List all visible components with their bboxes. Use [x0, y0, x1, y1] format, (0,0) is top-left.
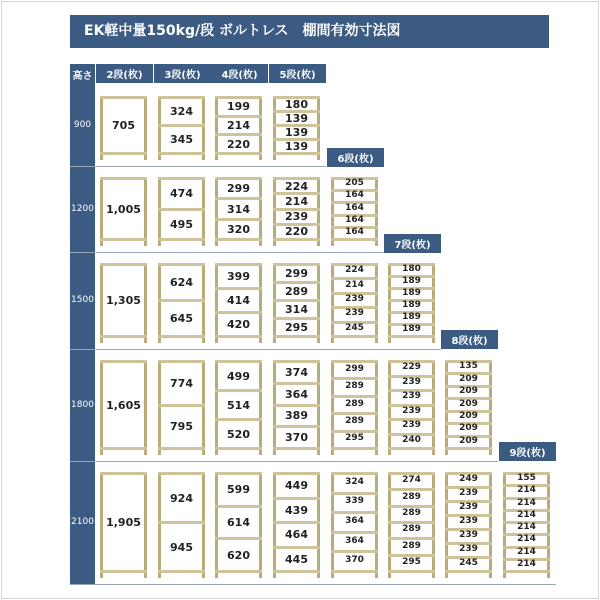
- shelf-clearance-value: 224: [345, 265, 364, 276]
- shelf-plank: [331, 570, 378, 573]
- shelf-plank: [215, 133, 262, 136]
- shelf-plank: [158, 360, 205, 363]
- page-title: EK軽中量150kg/段 ボルトレス 棚間有効寸法図: [70, 15, 549, 48]
- shelf-clearance-value: 439: [285, 503, 308, 517]
- shelf-clearance-value: 239: [285, 210, 308, 224]
- shelf-clearance-value: 345: [170, 133, 193, 146]
- height-header: 高さ: [70, 64, 95, 85]
- shelf-plank: [215, 311, 262, 314]
- column-header-2dan: 2段(枚): [96, 64, 153, 83]
- shelf-clearance-value: 414: [227, 294, 250, 307]
- shelf-plank: [445, 447, 492, 450]
- shelf-clearance-value: 239: [459, 516, 478, 526]
- shelf-plank: [158, 404, 205, 407]
- shelf-clearance-value: 495: [170, 217, 193, 231]
- shelf-plank: [331, 472, 378, 475]
- shelf-clearance-value: 164: [345, 226, 364, 237]
- row-divider: [70, 584, 556, 585]
- shelf-clearance-value: 924: [170, 491, 193, 505]
- shelf-plank: [215, 238, 262, 241]
- shelf-plank: [100, 152, 147, 155]
- shelf-clearance-value: 249: [459, 474, 478, 484]
- shelf-clearance-value: 189: [402, 300, 421, 310]
- shelf-clearance-value: 370: [345, 555, 364, 566]
- shelf-plank: [215, 177, 262, 180]
- shelf-clearance-value: 155: [517, 473, 536, 484]
- shelf-plank: [100, 238, 147, 241]
- shelf-clearance-value: 464: [285, 528, 308, 542]
- shelf-plank: [273, 263, 320, 266]
- height-label: 1200: [71, 203, 94, 214]
- column-header-8dan: 8段(枚): [441, 330, 498, 349]
- column-header-7dan: 7段(枚): [384, 234, 441, 253]
- shelf-plank: [215, 115, 262, 118]
- shelf-clearance-value: 214: [227, 119, 250, 132]
- shelf-clearance-value: 945: [170, 540, 193, 554]
- shelf-plank: [273, 546, 320, 549]
- shelf-plank: [158, 299, 205, 302]
- shelf-plank: [215, 537, 262, 540]
- shelf-clearance-value: 224: [285, 179, 308, 193]
- shelf-plank: [215, 360, 262, 363]
- shelf-clearance-value: 164: [345, 202, 364, 213]
- shelf-plank: [388, 570, 435, 573]
- shelf-plank: [331, 511, 378, 514]
- shelf-clearance-value: 445: [285, 552, 308, 566]
- shelf-clearance-value: 214: [517, 509, 536, 520]
- shelf-clearance-value: 364: [345, 535, 364, 546]
- shelf-clearance-value: 289: [402, 507, 421, 518]
- shelf-clearance-value: 220: [227, 137, 250, 151]
- shelf-clearance-value: 599: [227, 483, 250, 497]
- shelf-clearance-value: 135: [459, 361, 478, 372]
- column-header-4dan: 4段(枚): [211, 64, 268, 83]
- shelf-clearance-value: 245: [345, 322, 364, 333]
- shelf-post: [202, 263, 205, 343]
- shelf-plank: [100, 472, 147, 475]
- shelf-plank: [273, 404, 320, 407]
- shelf-clearance-value: 299: [227, 182, 250, 196]
- shelf-clearance-value: 229: [402, 362, 421, 373]
- shelf-clearance-value: 289: [402, 540, 421, 551]
- shelf-plank: [273, 317, 320, 320]
- shelf-clearance-value: 209: [459, 398, 478, 409]
- shelf-plank: [331, 377, 378, 380]
- shelf-plank: [158, 335, 205, 338]
- shelf-plank: [331, 447, 378, 450]
- shelf-clearance-value: 289: [345, 415, 364, 426]
- shelf-plank: [331, 360, 378, 363]
- shelf-clearance-value: 199: [227, 100, 250, 114]
- shelf-plank: [158, 208, 205, 211]
- shelf-clearance-value: 364: [285, 387, 308, 401]
- shelf-plank: [215, 263, 262, 266]
- shelf-clearance-value: 299: [285, 267, 308, 280]
- shelf-clearance-value: 295: [285, 321, 308, 334]
- column-header-5dan: 5段(枚): [269, 64, 326, 83]
- shelf-plank: [215, 197, 262, 200]
- shelf-clearance-value: 374: [285, 365, 308, 379]
- shelf-clearance-value: 214: [517, 558, 536, 569]
- shelf-clearance-value: 214: [285, 194, 308, 208]
- shelf-clearance-value: 180: [285, 98, 308, 111]
- shelf-clearance-value: 214: [345, 279, 364, 290]
- shelf-clearance-value: 614: [227, 516, 250, 529]
- shelf-clearance-value: 164: [345, 214, 364, 225]
- height-label: 900: [73, 120, 92, 130]
- shelf-plank: [215, 152, 262, 155]
- shelf-plank: [388, 335, 435, 338]
- shelf-clearance-value: 164: [345, 190, 364, 201]
- shelf-clearance-value: 474: [170, 187, 193, 201]
- shelf-clearance-value: 139: [285, 140, 308, 153]
- shelf-plank: [215, 418, 262, 421]
- shelf-clearance-value: 209: [459, 410, 478, 421]
- shelf-plank: [273, 360, 320, 363]
- shelf-post: [158, 263, 161, 343]
- shelf-clearance-value: 209: [459, 435, 478, 446]
- shelf-clearance-value: 139: [285, 112, 308, 125]
- column-header-9dan: 9段(枚): [499, 442, 556, 461]
- shelf-plank: [273, 335, 320, 338]
- shelf-plank: [158, 263, 205, 266]
- shelf-clearance-value: 274: [402, 475, 421, 486]
- shelf-plank: [100, 360, 147, 363]
- shelf-clearance-value: 239: [459, 488, 478, 498]
- shelf-plank: [158, 177, 205, 180]
- shelf-clearance-value: 420: [227, 318, 250, 331]
- shelf-clearance-value: 499: [227, 369, 250, 383]
- shelf-plank: [215, 218, 262, 221]
- shelf-clearance-value: 205: [345, 178, 364, 189]
- shelf-plank: [158, 521, 205, 524]
- shelf-clearance-value: 239: [402, 405, 421, 416]
- shelf-clearance-value: 514: [227, 398, 250, 412]
- shelf-plank: [100, 96, 147, 99]
- shelf-clearance-value: 239: [402, 376, 421, 387]
- shelf-plank: [331, 531, 378, 534]
- shelf-clearance-value: 314: [227, 202, 250, 216]
- shelf-clearance-value: 214: [517, 534, 536, 545]
- shelf-plank: [100, 335, 147, 338]
- height-label: 1500: [71, 295, 94, 305]
- shelf-plank: [158, 570, 205, 573]
- shelf-clearance-value: 324: [345, 476, 364, 487]
- shelf-clearance-value: 239: [345, 308, 364, 319]
- shelf-plank: [100, 263, 147, 266]
- shelf-plank: [158, 124, 205, 127]
- shelf-plank: [215, 287, 262, 290]
- shelf-clearance-value: 209: [459, 373, 478, 384]
- column-header-6dan: 6段(枚): [327, 148, 384, 167]
- shelf-post: [158, 360, 161, 455]
- shelf-plank: [503, 570, 550, 573]
- shelf-clearance-value: 214: [517, 522, 536, 533]
- shelf-clearance-value: 214: [517, 497, 536, 508]
- shelf-plank: [158, 152, 205, 155]
- shelf-clearance-value: 705: [112, 119, 135, 132]
- shelf-clearance-value: 795: [170, 420, 193, 434]
- height-label: 2100: [71, 517, 94, 527]
- shelf-clearance-value: 289: [402, 491, 421, 502]
- shelf-plank: [273, 382, 320, 385]
- shelf-plank: [273, 472, 320, 475]
- shelf-clearance-value: 295: [345, 433, 364, 444]
- shelf-plank: [215, 96, 262, 99]
- shelf-clearance-value: 295: [402, 556, 421, 567]
- shelf-clearance-value: 624: [170, 276, 193, 289]
- shelf-clearance-value: 239: [459, 502, 478, 512]
- shelf-clearance-value: 189: [402, 276, 421, 286]
- height-column: [70, 64, 95, 584]
- shelf-clearance-value: 774: [170, 376, 193, 390]
- shelf-clearance-value: 1,305: [106, 294, 141, 307]
- shelf-clearance-value: 289: [345, 381, 364, 392]
- shelf-clearance-value: 364: [345, 516, 364, 526]
- shelf-clearance-value: 1,005: [106, 202, 141, 216]
- shelf-clearance-value: 399: [227, 270, 250, 283]
- shelf-clearance-value: 180: [402, 264, 421, 274]
- shelf-clearance-value: 214: [517, 485, 536, 496]
- height-label: 1800: [71, 399, 94, 410]
- shelf-plank: [331, 550, 378, 553]
- shelf-plank: [158, 472, 205, 475]
- shelf-clearance-value: 324: [170, 105, 193, 118]
- shelf-clearance-value: 1,605: [106, 398, 141, 412]
- shelf-plank: [273, 299, 320, 302]
- shelf-plank: [215, 570, 262, 573]
- shelf-clearance-value: 239: [402, 391, 421, 402]
- shelf-clearance-value: 320: [227, 222, 250, 236]
- shelf-clearance-value: 449: [285, 479, 308, 493]
- shelf-plank: [331, 335, 378, 338]
- shelf-plank: [273, 447, 320, 450]
- shelf-plank: [158, 96, 205, 99]
- shelf-clearance-value: 239: [459, 530, 478, 540]
- shelf-clearance-value: 314: [285, 303, 308, 316]
- shelf-plank: [273, 281, 320, 284]
- shelf-clearance-value: 209: [459, 386, 478, 397]
- shelf-plank: [100, 177, 147, 180]
- shelf-plank: [331, 492, 378, 495]
- shelf-clearance-value: 370: [285, 431, 308, 445]
- shelf-clearance-value: 245: [459, 558, 478, 568]
- shelf-post: [202, 472, 205, 578]
- shelf-clearance-value: 220: [285, 225, 308, 239]
- shelf-plank: [158, 238, 205, 241]
- shelf-plank: [388, 447, 435, 450]
- shelf-clearance-value: 1,905: [106, 516, 141, 529]
- shelf-plank: [445, 570, 492, 573]
- shelf-clearance-value: 189: [402, 324, 421, 334]
- shelf-clearance-value: 189: [402, 312, 421, 322]
- shelf-clearance-value: 645: [170, 312, 193, 325]
- shelf-clearance-value: 239: [345, 294, 364, 304]
- shelf-clearance-value: 289: [345, 398, 364, 409]
- shelf-plank: [215, 389, 262, 392]
- shelf-plank: [331, 238, 378, 241]
- shelf-plank: [215, 472, 262, 475]
- shelf-post: [158, 472, 161, 578]
- shelf-clearance-value: 289: [402, 524, 421, 535]
- shelf-plank: [158, 447, 205, 450]
- shelf-clearance-value: 299: [345, 363, 364, 374]
- shelf-clearance-value: 520: [227, 427, 250, 441]
- shelf-plank: [273, 425, 320, 428]
- shelf-clearance-value: 139: [285, 126, 308, 139]
- shelf-clearance-value: 239: [459, 544, 478, 554]
- shelf-clearance-value: 339: [345, 496, 364, 507]
- shelf-plank: [273, 521, 320, 524]
- shelf-clearance-value: 239: [402, 420, 421, 431]
- shelf-plank: [273, 238, 320, 241]
- shelf-plank: [215, 335, 262, 338]
- shelf-post: [202, 360, 205, 455]
- shelf-clearance-value: 289: [285, 285, 308, 298]
- shelf-plank: [273, 570, 320, 573]
- shelf-plank: [100, 570, 147, 573]
- shelf-clearance-value: 189: [402, 288, 421, 298]
- shelf-clearance-value: 209: [459, 423, 478, 434]
- shelf-plank: [215, 505, 262, 508]
- shelf-clearance-value: 214: [517, 546, 536, 557]
- shelf-clearance-value: 240: [402, 434, 421, 445]
- shelf-plank: [100, 447, 147, 450]
- shelf-plank: [215, 447, 262, 450]
- shelf-clearance-value: 620: [227, 548, 250, 562]
- shelf-clearance-value: 389: [285, 409, 308, 423]
- shelf-plank: [331, 412, 378, 415]
- shelf-plank: [273, 497, 320, 500]
- column-header-3dan: 3段(枚): [154, 64, 211, 83]
